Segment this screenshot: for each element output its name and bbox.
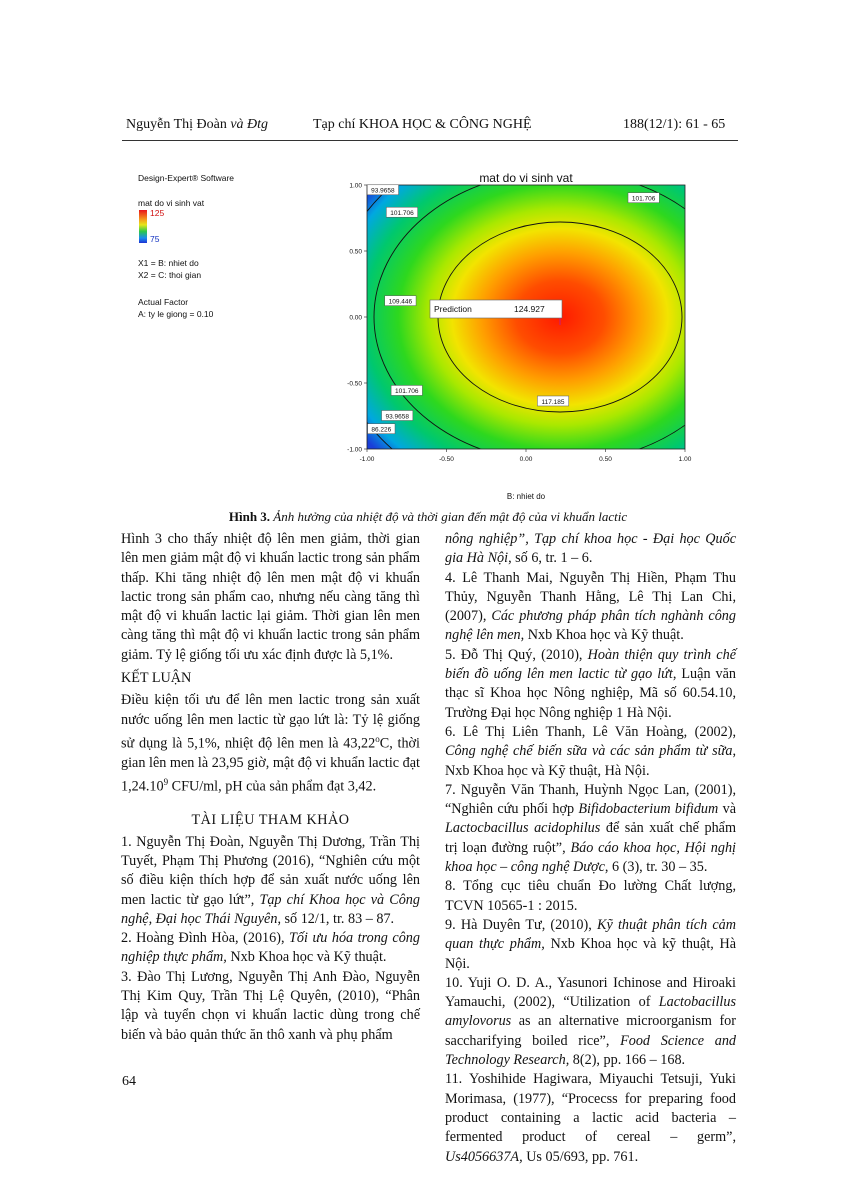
y-tick-label: 1.00 [349, 182, 362, 190]
actual-factor-label: Actual Factor [138, 297, 189, 307]
plot-title: mat do vi sinh vat [479, 171, 573, 185]
contour-label [367, 185, 398, 195]
y-tick-label: 0.50 [349, 248, 362, 256]
color-scale-bar [139, 210, 147, 243]
contour-label-text: 117.185 [541, 398, 565, 406]
scale-high-value: 125 [150, 208, 165, 218]
y-tick-label: 0.00 [349, 314, 362, 322]
reference-6: 6. Lê Thị Liên Thanh, Lê Văn Hoàng, (2002), Công nghệ chế biến sữa và các sản phẩm từ sữa, Nxb Khoa học và Kỹ thuật, Hà Nội. [445, 723, 736, 779]
contour-label [537, 396, 568, 406]
contour-label-text: 93.9658 [371, 187, 395, 195]
scale-low-value: 75 [150, 234, 160, 244]
x1-definition: X1 = B: nhiet do [138, 258, 199, 268]
reference-5: 5. Đỗ Thị Quý, (2010), Hoàn thiện quy trình chế biến đồ uống lên men lactic từ gạo lứt, Luận văn thạc sĩ Khoa học Nông nghiệp, Mã số 60.54.10, Trường Đại học Nông nghiệp 1 Hà Nội. [445, 646, 736, 721]
response-label: mat do vi sinh vat [138, 198, 205, 208]
reference-11: 11. Yoshihide Hagiwara, Miyauchi Tetsuji, Yuki Morimasa, (1977), “Procecss for preparing food product containing a lactic acid bacteria – fermented product of cereal – germ”, Us4056637A, Us 05/693, pp. 761. [445, 1071, 736, 1165]
reference-9: 9. Hà Duyên Tư, (2010), Kỹ thuật phân tích cảm quan thực phẩm, Nxb Khoa học và kỹ thuật, Hà Nội. [445, 916, 736, 972]
x-tick-label: 1.00 [678, 456, 692, 463]
x-axis-label: B: nhiet do [506, 492, 546, 501]
contour-label-text: 101.706 [390, 210, 414, 218]
contour-label [391, 385, 422, 395]
contour-label-text: 93.9658 [385, 413, 409, 421]
y-tick-label: -0.50 [347, 380, 362, 388]
left-column [121, 530, 420, 1045]
contour-label [628, 193, 659, 203]
x-tick-label: -0.50 [439, 456, 454, 463]
reference-1: 1. Nguyễn Thị Đoàn, Nguyễn Thị Dương, Trần Thị Tuyết, Phạm Thị Phương (2016), “Nghiên cứu một số điều kiện thích hợp để sản xuất nước uống lên men lactic từ gạo lứt”, Tạp chí Khoa học và Công nghệ, Đại học Thái Nguyên, số 12/1, tr. 83 – 87. [121, 833, 420, 927]
actual-factor-value: A: ty le giong = 0.10 [138, 309, 214, 319]
y-tick-label: -1.00 [347, 446, 362, 454]
running-header-authors: Nguyễn Thị Đoàn và Đtg [126, 117, 269, 132]
prediction-value: 124.927 [514, 304, 545, 314]
conclusion-paragraph: Điều kiện tối ưu để lên men lactic trong sản xuất nước uống lên men lactic từ gạo lứt là: Tỷ lệ giống sử dụng là 5,1%, nhiệt độ lên men là 43,22$^o$C, thời gian lên men là 23,95 giờ, mật độ vi khuẩn lactic đạt 1,24.10$^9$ CFU/ml, pH của sản phẩm đạt 3,42. [121, 692, 420, 796]
contour-label-text: 109.446 [388, 298, 413, 306]
prediction-label: Prediction [434, 304, 472, 314]
contour-label-text: 86.226 [371, 426, 392, 434]
reference-8: 8. Tổng cục tiêu chuẩn Đo lường Chất lượng, TCVN 10565-1 : 2015. [445, 878, 736, 914]
reference-2: 2. Hoàng Đình Hòa, (2016), Tối ưu hóa trong công nghiệp thực phẩm, Nxb Khoa học và Kỹ thuật. [121, 930, 420, 966]
results-paragraph: Hình 3 cho thấy nhiệt độ lên men giảm, thời gian lên men giảm mật độ vi khuẩn lactic trong sản phẩm thấp. Khi tăng nhiệt độ lên men mật độ vi khuẩn lactic trong sản phẩm cao, nhưng nếu càng tăng thì mật độ vi khuẩn lactic lại giảm. Thời gian lên men càng tăng thì mật độ vi khuẩn lactic trong sản phẩm giảm. Tỷ lệ giống tối ưu xác định được là 5,1%. [121, 531, 420, 663]
contour-label-text: 101.706 [631, 195, 656, 203]
contour-label [368, 424, 395, 434]
header-rule [122, 140, 738, 141]
contour-label [385, 296, 416, 306]
x2-definition: X2 = C: thoi gian [138, 270, 202, 280]
software-label: Design-Expert® Software [138, 173, 235, 183]
right-column [445, 530, 736, 1167]
contour-label [386, 207, 417, 217]
running-header-issue: 188(12/1): 61 - 65 [623, 117, 726, 132]
reference-3-end: nông nghiệp”, Tạp chí khoa học - Đại học Quốc gia Hà Nội, số 6, tr. 1 – 6. [445, 531, 736, 567]
reference-3-start: 3. Đào Thị Lương, Nguyễn Thị Anh Đào, Nguyễn Thị Kim Quy, Trần Thị Lệ Quyên, (2010), “Phân lập và tuyển chọn vi khuẩn lactic dùng trong chế biến và bảo quản thức ăn thô xanh và phụ phẩm [121, 968, 420, 1043]
reference-7: 7. Nguyễn Văn Thanh, Huỳnh Ngọc Lan, (2001), “Nghiên cứu phối hợp Bifidobacterium bifidum và Lactocbacillus acidophilus để sản xuất chế phẩm trị loạn đường ruột”, Báo cáo khoa học, Hội nghị khoa học – công nghệ Dược, 6 (3), tr. 30 – 35. [445, 781, 736, 876]
reference-10: 10. Yuji O. D. A., Yasunori Ichinose and Hiroaki Yamauchi, (2002), “Utilization of Lactobacillus amylovorus as an alternative microorganism for saccharifying boiled rice”, Food Science and Technology Research, 8(2), pp. 166 – 168. [445, 974, 737, 1069]
x-tick-label: 0.00 [519, 456, 533, 463]
page-number: 64 [122, 1074, 136, 1089]
x-tick-label: 0.50 [599, 456, 612, 463]
contour-label [382, 411, 413, 421]
references-heading: TÀI LIỆU THAM KHẢO [191, 812, 350, 829]
x-tick-label: -1.00 [359, 456, 375, 463]
contour-label-text: 101.706 [395, 388, 419, 396]
figure-caption: Hình 3. Ảnh hưởng của nhiệt độ và thời gian đến mật độ của vi khuẩn lactic [228, 509, 628, 524]
contour-plot [330, 165, 700, 505]
running-header-journal: Tạp chí KHOA HỌC & CÔNG NGHỆ [313, 117, 532, 132]
conclusion-heading: KẾT LUẬN [121, 670, 192, 687]
reference-4: 4. Lê Thanh Mai, Nguyễn Thị Hiền, Phạm Thu Thủy, Nguyễn Thanh Hằng, Lê Thị Lan Chi, (2007), Các phương pháp phân tích nghành công nghệ lên men, Nxb Khoa học và Kỹ thuật. [445, 569, 736, 644]
